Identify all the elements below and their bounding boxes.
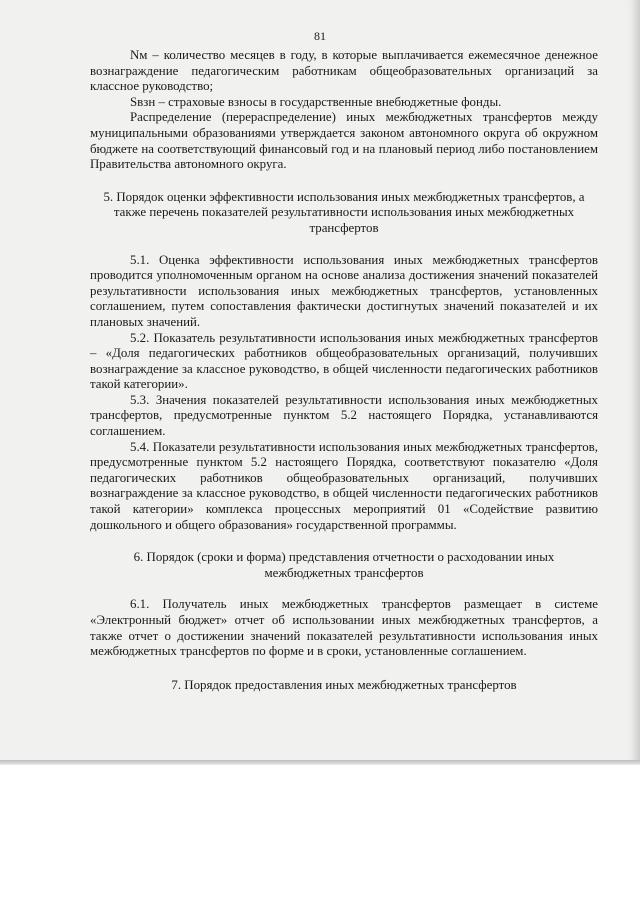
section-5-heading: 5. Порядок оценки эффективности использования иных межбюджетных трансфертов, а также перечень показателей результативности использования иных межбюджетных трансфертов <box>103 189 585 235</box>
section-6-heading: 6. Порядок (сроки и форма) представления отчетности о расходовании иных межбюджетных трансфертов <box>133 550 555 580</box>
paragraph-5-1: 5.1. Оценка эффективности использования иных межбюджетных трансфертов проводится уполномоченным органом на основе анализа достижения значений показателей результативности использования иных межбюджетных трансфертов, установленных соглашением, путем сопоставления фактически достигнутых значений показателей и их плановых значений. <box>90 252 598 329</box>
paragraph-sbzn-definition: Sвзн – страховые взносы в государственные внебюджетные фонды. <box>130 94 502 109</box>
paragraph-5-3: 5.3. Значения показателей результативности использования иных межбюджетных трансфертов, предусмотренные пунктом 5.2 настоящего Порядка, устанавливаются соглашением. <box>90 392 598 439</box>
paragraph-5-2: 5.2. Показатель результативности использования иных межбюджетных трансфертов – «Доля педагогических работников общеобразовательных организаций, получивших вознаграждение за классное руководство, в общей численности педагогических работников такой категории». <box>90 330 598 392</box>
page-number: 81 <box>314 29 326 43</box>
paragraph-nm-definition: Nм – количество месяцев в году, в которые выплачивается ежемесячное денежное вознаграждение педагогическим работникам общеобразовательных организаций за классное руководство; <box>90 48 598 94</box>
page-edge <box>0 760 640 765</box>
paragraph-6-1: 6.1. Получатель иных межбюджетных трансфертов размещает в системе «Электронный бюджет» отчет об использовании иных межбюджетных трансфертов, а также отчет о достижении значений показателей результативности использования иных межбюджетных трансфертов по форме и в сроки, установленные соглашением. <box>90 597 598 659</box>
section-7-heading: 7. Порядок предоставления иных межбюджетных трансфертов <box>171 677 517 692</box>
document-body <box>90 48 598 709</box>
paragraph-5-4: 5.4. Показатели результативности использования иных межбюджетных трансфертов, предусмотренные пунктом 5.2 настоящего Порядка, соответствуют показателю «Доля педагогических работников общеобразовательных организаций, получивших вознаграждение за классное руководство, в общей численности педагогических работников такой категории» комплекса процессных мероприятий 01 «Содействие развитию дошкольного и общего образования» государственной программы. <box>90 439 598 532</box>
paragraph-distribution: Распределение (перераспределение) иных межбюджетных трансфертов между муниципальными образованиями утверждается законом автономного округа об окружном бюджете на соответствующий финансовый год и на плановый период либо постановлением Правительства автономного округа. <box>90 110 598 172</box>
